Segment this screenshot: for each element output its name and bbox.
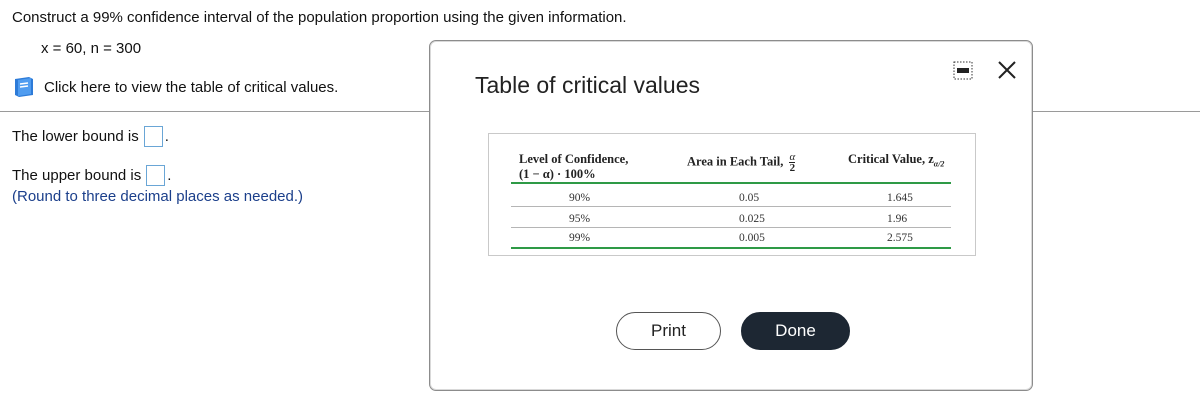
row-rule [511,206,951,207]
row-rule [511,227,951,228]
cell-confidence: 95% [569,213,591,225]
cell-critical: 2.575 [887,232,913,244]
cell-area: 0.025 [739,213,765,225]
view-table-label: Click here to view the table of critical values. [44,78,339,96]
cell-area: 0.05 [739,192,760,204]
critical-values-dialog [429,40,1033,391]
frac-denominator: 2 [789,162,796,174]
cell-confidence: 90% [569,192,591,204]
done-button[interactable]: Done [741,312,850,350]
upper-bound-label: The upper bound is [12,167,142,184]
lower-bound-label: The lower bound is [12,128,139,145]
cell-area: 0.005 [739,232,765,244]
question-text: Construct a 99% confidence interval of the population proportion using the given information. [12,9,627,26]
header-critical-label: Critical Value, z [848,152,934,166]
header-confidence [519,152,669,182]
cell-critical: 1.96 [887,213,908,225]
header-critical-sub: α/2 [933,159,945,169]
round-note: (Round to three decimal places as needed.) [12,188,304,205]
header-critical [848,152,944,169]
cell-critical: 1.645 [887,192,913,204]
critical-values-table [488,133,976,256]
upper-bound-row: The upper bound is . [12,167,172,184]
header-confidence-line1: Level of Confidence, [519,152,629,166]
print-button[interactable]: Print [616,312,721,350]
header-area [687,152,795,173]
view-table-link[interactable] [12,76,338,98]
upper-bound-input[interactable] [146,165,165,186]
cell-confidence: 99% [569,232,591,244]
close-icon[interactable] [996,59,1018,81]
dialog-title: Table of critical values [475,72,700,98]
header-confidence-line2: (1 − α) · 100% [519,167,596,181]
footer-rule [511,247,951,249]
maximize-icon[interactable] [953,61,973,80]
frac-numerator: α [789,151,796,163]
lower-bound-row: The lower bound is . [12,128,169,145]
alpha-over-two [789,152,795,173]
header-area-label: Area in Each Tail, [687,154,784,169]
header-rule [511,182,951,184]
book-icon [12,76,36,98]
given-values: x = 60, n = 300 [41,40,142,57]
lower-bound-input[interactable] [144,126,163,147]
